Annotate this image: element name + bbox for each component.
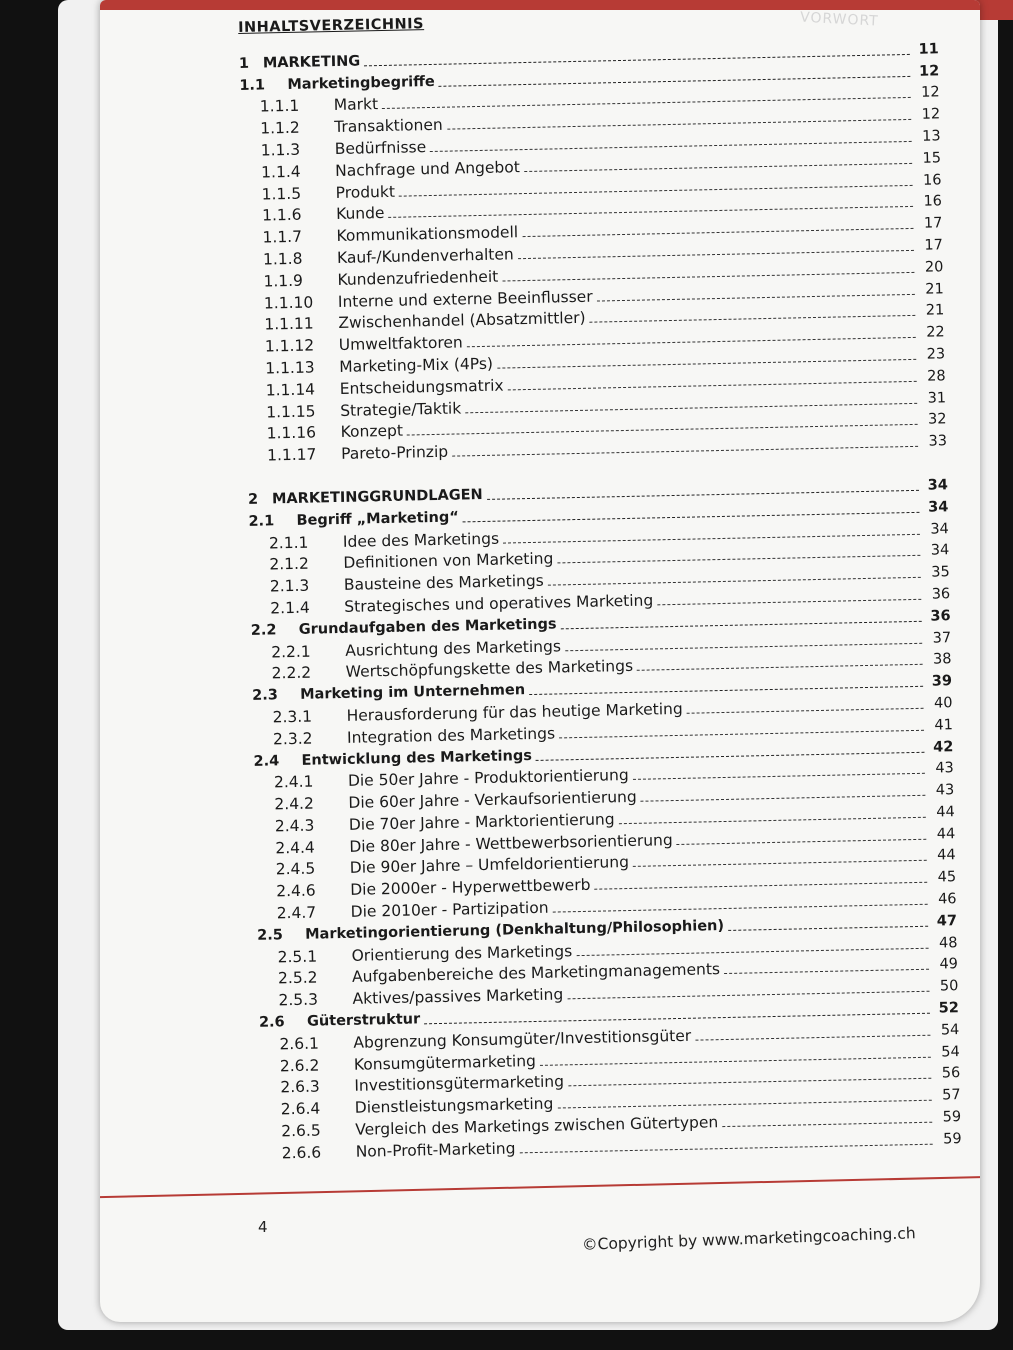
toc-entry-title: Konzept xyxy=(340,421,404,442)
toc-leader-dashes xyxy=(657,599,921,606)
toc-entry-title: Interne und externe Beeinflusser xyxy=(337,287,593,311)
toc-entry-page: 31 xyxy=(927,389,947,407)
toc-entry-number: 2.4.7 xyxy=(276,903,317,923)
toc-entry-number: 1.1.8 xyxy=(262,249,303,269)
toc-entry-page: 43 xyxy=(935,760,954,777)
toc-entries xyxy=(239,37,962,1163)
toc-entry-page: 48 xyxy=(938,934,958,952)
toc-entry-number: 2.4.3 xyxy=(274,816,315,836)
toc-entry-page: 54 xyxy=(941,1043,960,1061)
toc-leader-dashes xyxy=(687,708,924,714)
toc-entry-title: MARKETINGGRUNDLAGEN xyxy=(271,486,483,508)
document-page xyxy=(100,0,980,1322)
toc-entry-number: 2.6.1 xyxy=(279,1034,320,1054)
toc-entry-number: 2.3.2 xyxy=(272,729,313,749)
toc-entry-number: 2.6.4 xyxy=(280,1099,321,1119)
toc-entry-title: Aufgabenbereiche des Marketingmanagements xyxy=(351,960,721,987)
toc-entry-title: Die 90er Jahre – Umfeldorientierung xyxy=(349,853,630,878)
toc-entry-number: 2.2.1 xyxy=(271,642,311,661)
toc-entry-page: 34 xyxy=(930,520,949,538)
toc-entry-number: 1.1.6 xyxy=(261,206,302,225)
toc-entry-number: 2.1.4 xyxy=(270,598,310,618)
toc-entry-number: 2.2 xyxy=(250,622,277,639)
toc-entry-title: Güterstruktur xyxy=(306,1011,421,1030)
toc-entry-title: Markt xyxy=(333,95,379,115)
toc-entry-title: Zwischenhandel (Absatzmittler) xyxy=(338,309,586,333)
toc-entry-title: Marketing im Unternehmen xyxy=(299,682,526,703)
toc-entry-number: 2.4.6 xyxy=(276,881,316,901)
toc-entry-number: 1.1.2 xyxy=(260,118,300,138)
toc-entry-title: Marketingbegriffe xyxy=(287,73,435,93)
toc-leader-dashes xyxy=(724,969,929,974)
toc-entry-title: Abgrenzung Konsumgüter/Investitionsgüter xyxy=(353,1026,692,1052)
toc-entry-page: 54 xyxy=(940,1021,960,1039)
toc-entry-number: 1.1.14 xyxy=(265,380,316,400)
toc-entry-page: 44 xyxy=(936,825,956,843)
toc-entry-title: Die 60er Jahre - Verkaufsorientierung xyxy=(348,787,637,812)
toc-entry-number: 2.1.2 xyxy=(269,554,310,574)
toc-entry-title: Vergleich des Marketings zwischen Gütertypen xyxy=(355,1113,719,1139)
toc-entry-title: Kauf-/Kundenverhalten xyxy=(336,245,514,267)
toc-entry-title: Entscheidungsmatrix xyxy=(339,376,504,398)
toc-entry-page: 44 xyxy=(937,847,956,865)
toc-entry-number: 2.5.3 xyxy=(278,990,319,1010)
toc-entry-number: 1.1.15 xyxy=(266,402,316,422)
toc-leader-dashes xyxy=(695,1035,930,1041)
toc-entry-title: Idee des Marketings xyxy=(342,529,500,551)
toc-entry-number: 2.5.2 xyxy=(277,969,318,988)
toc-entry-page: 59 xyxy=(942,1130,962,1148)
toc-entry-title: Bausteine des Marketings xyxy=(343,571,544,595)
toc-entry-page: 52 xyxy=(938,1000,960,1017)
toc-entry-page: 21 xyxy=(925,302,945,320)
toc-entry-page: 13 xyxy=(921,128,941,145)
toc-entry-number: 1.1.17 xyxy=(266,445,317,465)
toc-entry-number: 1.1.13 xyxy=(265,358,315,378)
toc-entry-title: Konsumgütermarketing xyxy=(353,1051,537,1074)
toc-entry-number: 2 xyxy=(247,491,259,508)
toc-entry-title: MARKETING xyxy=(262,53,361,72)
toc-entry-page: 38 xyxy=(932,651,952,668)
toc-entry-title: Kunde xyxy=(335,204,385,224)
toc-entry-number: 2.4.4 xyxy=(275,838,315,858)
toc-entry-page: 49 xyxy=(939,956,959,973)
toc-entry-number: 2.3.1 xyxy=(272,707,313,727)
toc-entry-page: 46 xyxy=(937,891,957,908)
toc-entry-page: 40 xyxy=(933,695,953,712)
toc-entry-number: 1.1.11 xyxy=(264,314,314,334)
toc-entry-number: 2.6.5 xyxy=(281,1121,321,1141)
toc-entry-page: 50 xyxy=(939,978,959,995)
toc-entry-title: Kommunikationsmodell xyxy=(336,223,519,246)
toc-entry-title: Die 70er Jahre - Marktorientierung xyxy=(348,810,615,834)
toc-entry-title: Marketingorientierung (Denkhaltung/Philosophien) xyxy=(305,917,725,943)
toc-entry-title: Wertschöpfungskette des Marketings xyxy=(345,657,634,682)
toc-entry-title: Integration des Marketings xyxy=(346,724,556,747)
toc-entry-page: 16 xyxy=(923,193,943,211)
toc-entry-title: Grundaufgaben des Marketings xyxy=(298,616,557,638)
toc-entry-page: 15 xyxy=(922,150,942,167)
toc-entry-page: 59 xyxy=(942,1109,962,1126)
footer-rule xyxy=(100,1175,980,1199)
toc-entry-title: Bedürfnisse xyxy=(334,138,427,158)
toc-heading: INHALTSVERZEICHNIS xyxy=(238,16,425,36)
toc-entry-title: Aktives/passives Marketing xyxy=(352,985,564,1009)
toc-entry-title: Marketing-Mix (4Ps) xyxy=(339,354,494,376)
toc-entry-title: Herausforderung für das heutige Marketing xyxy=(346,699,683,725)
toc-entry-number: 1.1.3 xyxy=(260,140,301,160)
toc-entry-page: 56 xyxy=(941,1065,961,1082)
toc-entry-number: 1.1.4 xyxy=(261,162,301,182)
toc-entry-page: 33 xyxy=(928,433,948,450)
toc-entry-number: 2.6.2 xyxy=(279,1056,320,1076)
toc-entry-title: Nachfrage und Angebot xyxy=(334,157,521,180)
toc-entry-number: 1.1.16 xyxy=(266,423,317,443)
toc-entry-title: Strategisches und operatives Marketing xyxy=(344,591,654,616)
toc-entry-number: 1.1.9 xyxy=(263,271,304,291)
toc-entry-title: Die 2010er - Partizipation xyxy=(350,898,549,921)
toc-entry-number: 2.2.2 xyxy=(271,663,312,683)
table-of-contents xyxy=(238,5,962,1163)
toc-entry-title: Orientierung des Marketings xyxy=(351,941,573,965)
toc-entry-page: 12 xyxy=(918,62,940,80)
toc-entry-page: 12 xyxy=(921,106,941,123)
page-number: 4 xyxy=(258,1218,268,1236)
copyright-notice: ©Copyright by www.marketingcoaching.ch xyxy=(581,1224,916,1254)
toc-entry-title: Pareto-Prinzip xyxy=(340,442,449,464)
toc-entry-title: Investitionsgütermarketing xyxy=(354,1072,565,1096)
toc-entry-page: 57 xyxy=(942,1087,961,1104)
toc-entry-number: 2.4.5 xyxy=(275,860,316,879)
toc-entry-title: Dienstleistungsmarketing xyxy=(354,1094,554,1118)
toc-entry-number: 1.1.12 xyxy=(264,336,315,356)
toc-entry-title: Die 80er Jahre - Wettbewerbsorientierung xyxy=(349,830,673,856)
toc-entry-page: 39 xyxy=(931,673,953,690)
toc-entry-title: Definitionen von Marketing xyxy=(343,549,554,573)
toc-entry-number: 2.6.3 xyxy=(280,1077,321,1097)
toc-entry-page: 17 xyxy=(923,215,943,232)
toc-leader-dashes xyxy=(722,1122,932,1127)
toc-entry-title: Ausrichtung des Marketings xyxy=(345,636,562,660)
toc-entry-number: 2.1.1 xyxy=(268,533,309,552)
toc-entry-page: 36 xyxy=(931,586,951,603)
toc-entry-page: 36 xyxy=(930,607,951,625)
toc-entry-title: Die 2000er - Hyperwettbewerb xyxy=(350,876,591,900)
toc-entry-title: Entwicklung des Marketings xyxy=(301,747,533,769)
toc-entry-number: 2.5.1 xyxy=(277,947,318,967)
toc-leader-dashes xyxy=(728,926,928,931)
toc-entry-page: 16 xyxy=(922,171,942,189)
toc-entry-number: 2.4 xyxy=(253,752,280,770)
toc-entry-page: 34 xyxy=(927,477,949,494)
toc-entry-number: 2.6.6 xyxy=(281,1143,322,1163)
toc-entry-page: 37 xyxy=(932,629,952,647)
toc-entry-page: 23 xyxy=(926,346,946,363)
toc-entry-number: 1.1.7 xyxy=(262,227,303,247)
toc-entry-page: 17 xyxy=(924,237,944,254)
toc-entry-title: Die 50er Jahre - Produktorientierung xyxy=(347,766,629,791)
toc-entry-page: 11 xyxy=(918,41,939,58)
toc-entry-number: 2.4.1 xyxy=(273,772,314,792)
toc-entry-number: 1.1.5 xyxy=(261,184,302,204)
toc-entry-number: 1 xyxy=(238,55,250,72)
toc-entry-page: 28 xyxy=(926,368,946,385)
toc-entry-page: 35 xyxy=(931,564,950,581)
toc-entry-page: 34 xyxy=(930,542,950,559)
toc-entry-page: 45 xyxy=(937,869,957,886)
bleed-through-text: VORWORT xyxy=(799,9,880,30)
toc-entry-title: Non-Profit-Marketing xyxy=(355,1139,516,1161)
toc-entry-number: 1.1 xyxy=(239,77,266,94)
toc-entry-number: 2.5 xyxy=(257,927,284,944)
toc-entry-page: 21 xyxy=(925,280,944,298)
toc-entry-title: Transaktionen xyxy=(334,115,443,137)
toc-entry-title: Begriff „Marketing“ xyxy=(296,509,459,529)
toc-leader-dashes xyxy=(677,838,926,844)
toc-entry-number: 2.3 xyxy=(251,687,279,704)
toc-entry-number: 2.1 xyxy=(248,513,275,530)
toc-entry-page: 47 xyxy=(936,913,958,930)
toc-leader-dashes xyxy=(520,1144,933,1154)
toc-entry-page: 32 xyxy=(927,411,947,428)
toc-entry-title: Umweltfaktoren xyxy=(338,333,463,355)
toc-entry-number: 2.1.3 xyxy=(269,576,310,596)
toc-entry-page: 22 xyxy=(926,324,945,341)
toc-entry-page: 34 xyxy=(928,498,949,516)
toc-entry-page: 41 xyxy=(934,716,954,734)
toc-entry-title: Strategie/Taktik xyxy=(340,398,462,420)
toc-entry-title: Kundenzufriedenheit xyxy=(337,267,499,289)
toc-entry-title: Produkt xyxy=(335,182,396,202)
toc-entry-number: 1.1.1 xyxy=(259,97,300,116)
toc-entry-page: 42 xyxy=(933,738,954,756)
toc-entry-page: 44 xyxy=(936,804,955,821)
toc-entry-number: 2.6 xyxy=(258,1014,285,1031)
toc-entry-number: 1.1.10 xyxy=(263,293,314,313)
toc-entry-page: 43 xyxy=(935,782,955,799)
toc-entry-page: 20 xyxy=(924,259,944,276)
toc-entry-page: 12 xyxy=(921,84,940,102)
toc-entry-number: 2.4.2 xyxy=(274,794,315,814)
